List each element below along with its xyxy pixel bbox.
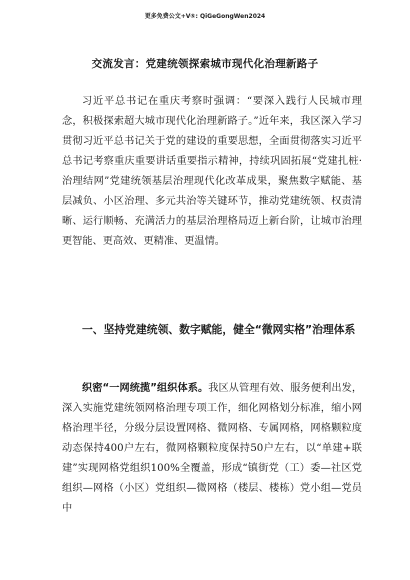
section-paragraph <box>62 379 362 519</box>
intro-paragraph: 习近平总书记在重庆考察时强调：“要深入践行人民城市理念，积极探索超大城市现代化治理新路子。”近年来，我区深入学习贯彻习近平总书记关于党的建设的重要思想，全面贯彻落实习近平总书记考察重庆重要讲话重要指示精神，持续巩固拓展“党建扎桩·治理结网”党建统领基层治理现代化改革成果，聚焦数字赋能、基层减负、小区治理、多元共治等关键环节，推动党建统领、权责清晰、运行顺畅、充满活力的基层治理格局迈上新台阶，让城市治理更智能、更高效、更精准、更温情。 <box>62 96 362 247</box>
page-header-note: 更多免费公文+V⑤: QiGeGongWen2024 <box>144 13 266 20</box>
paragraph-body: 我区从管理有效、服务便利出发，深入实施党建统领网格治理专项工作，细化网格划分标准，缩小网格治理半径，分级分层设置网格、微网格、专属网格，网格颗粒度动态保持400户左右，微网格颗粒度保持50户左右，以“单建+联建”实现网格党组织100%全覆盖，形成“镇街党（工）委—社区党组织—网格（小区）党组织—微网格（楼层、楼栋）党小组—党员中 <box>62 383 363 514</box>
document-title: 交流发言：党建统领探索城市现代化治理新路子 <box>91 58 319 70</box>
paragraph-lead: 织密“一网统揽”组织体系。 <box>82 383 209 394</box>
section-heading: 一、坚持党建统领、数字赋能，健全“微网实格”治理体系 <box>82 323 356 336</box>
